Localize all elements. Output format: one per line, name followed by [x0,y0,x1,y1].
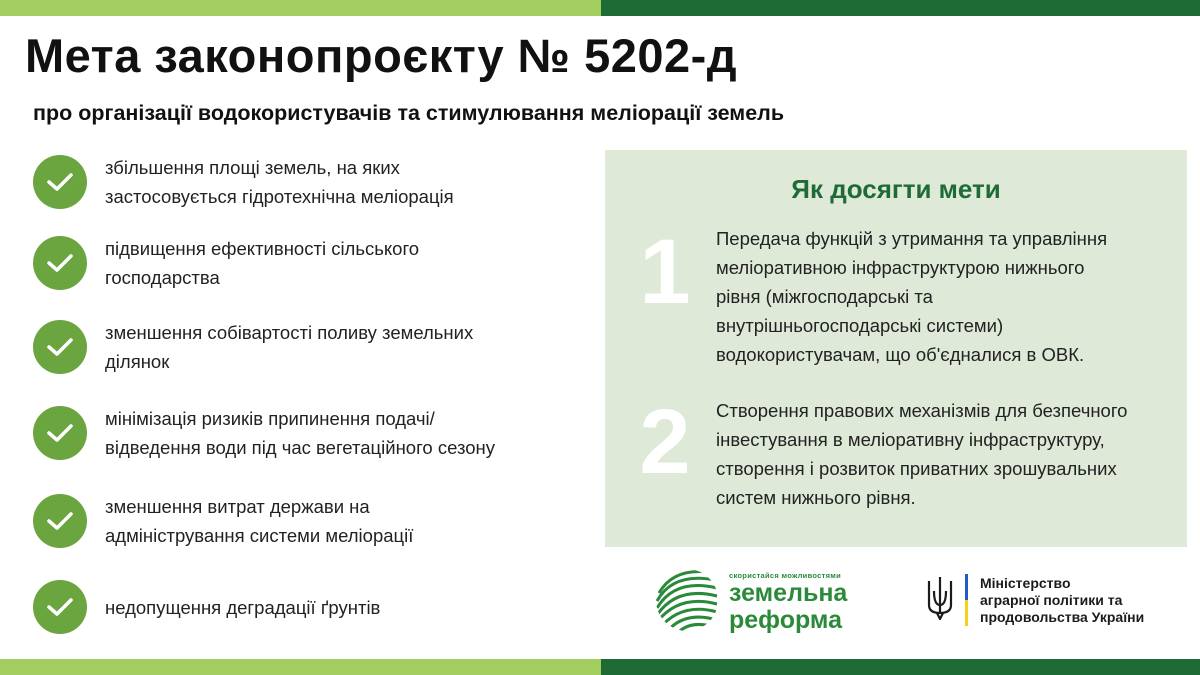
flag-yellow [965,600,968,626]
goal-line: ділянок [105,351,170,372]
ministry-line: Міністерство [980,574,1071,591]
check-icon [33,580,87,634]
goal-item [33,234,575,292]
goal-item [33,580,575,634]
land-reform-name-line1: земельна [729,579,848,607]
step-line: меліоративною інфраструктурою нижнього [716,257,1085,278]
step-number: 2 [639,391,691,493]
goal-line: мінімізація ризиків припинення подачі/ [105,408,435,429]
step-line: Створення правових механізмів для безпечного [716,400,1128,421]
goal-item [33,153,575,211]
goal-text [105,404,575,462]
goal-text [105,593,575,622]
goal-line: зменшення собівартості поливу земельних [105,322,474,343]
ministry-name [980,575,1144,626]
goal-text [105,492,575,550]
ministry-line: аграрної політики та [980,591,1123,608]
goal-line: відведення води під час вегетаційного сезону [105,437,496,458]
step-line: систем нижнього рівня. [716,487,916,508]
goal-item [33,318,575,376]
step-line: водокористувачам, що об'єдналися в ОВК. [716,344,1085,365]
land-reform-tagline: скористайся можливостями [729,571,842,580]
goal-text [105,234,575,292]
check-icon [33,494,87,548]
bottom-bar-dark [601,659,1200,675]
goal-line: застосовується гідротехнічна меліорація [105,186,454,207]
step-text [716,396,1176,512]
step-line: створення і розвиток приватних зрошувальних [716,458,1117,479]
step-line: інвестування в меліоративну інфраструктуру, [716,429,1105,450]
page-title: Мета законопроєкту № 5202-д [25,29,738,82]
goal-line: збільшення площі земель, на яких [105,157,400,178]
land-reform-logo-icon [655,568,719,637]
step-line: Передача функцій з утримання та управління [716,228,1108,249]
bottom-color-bar [0,659,1200,675]
step-line: рівня (міжгосподарські та [716,286,933,307]
page-subtitle: про організації водокористувачів та стимулювання меліорації земель [33,101,785,125]
how-to-achieve-panel [605,150,1187,547]
step-text [716,224,1176,369]
land-reform-name-line2: реформа [729,606,843,634]
goal-line: зменшення витрат держави на [105,496,370,517]
goal-line: підвищення ефективності сільського [105,238,420,259]
ministry-line: продовольства України [980,608,1145,625]
check-icon [33,320,87,374]
land-reform-logo [655,568,847,637]
step-number: 1 [639,221,691,323]
panel-title: Як досягти мети [791,174,1001,204]
bottom-bar-light [0,659,601,675]
goal-line: адміністрування системи меліорації [105,525,414,546]
top-color-bar [0,0,1200,16]
top-bar-dark [601,0,1200,16]
ministry-logo [925,574,1144,626]
goal-item [33,492,575,550]
goal-line: господарства [105,267,220,288]
check-icon [33,155,87,209]
goal-text [105,318,575,376]
flag-blue [965,574,968,600]
step-line: внутрішньогосподарські системи) [716,315,1004,336]
trident-icon [925,575,955,626]
goal-item [33,404,575,462]
flag-divider [965,574,968,626]
check-icon [33,236,87,290]
check-icon [33,406,87,460]
goal-text [105,153,575,211]
top-bar-light [0,0,601,16]
goal-line: недопущення деградації ґрунтів [105,596,381,618]
